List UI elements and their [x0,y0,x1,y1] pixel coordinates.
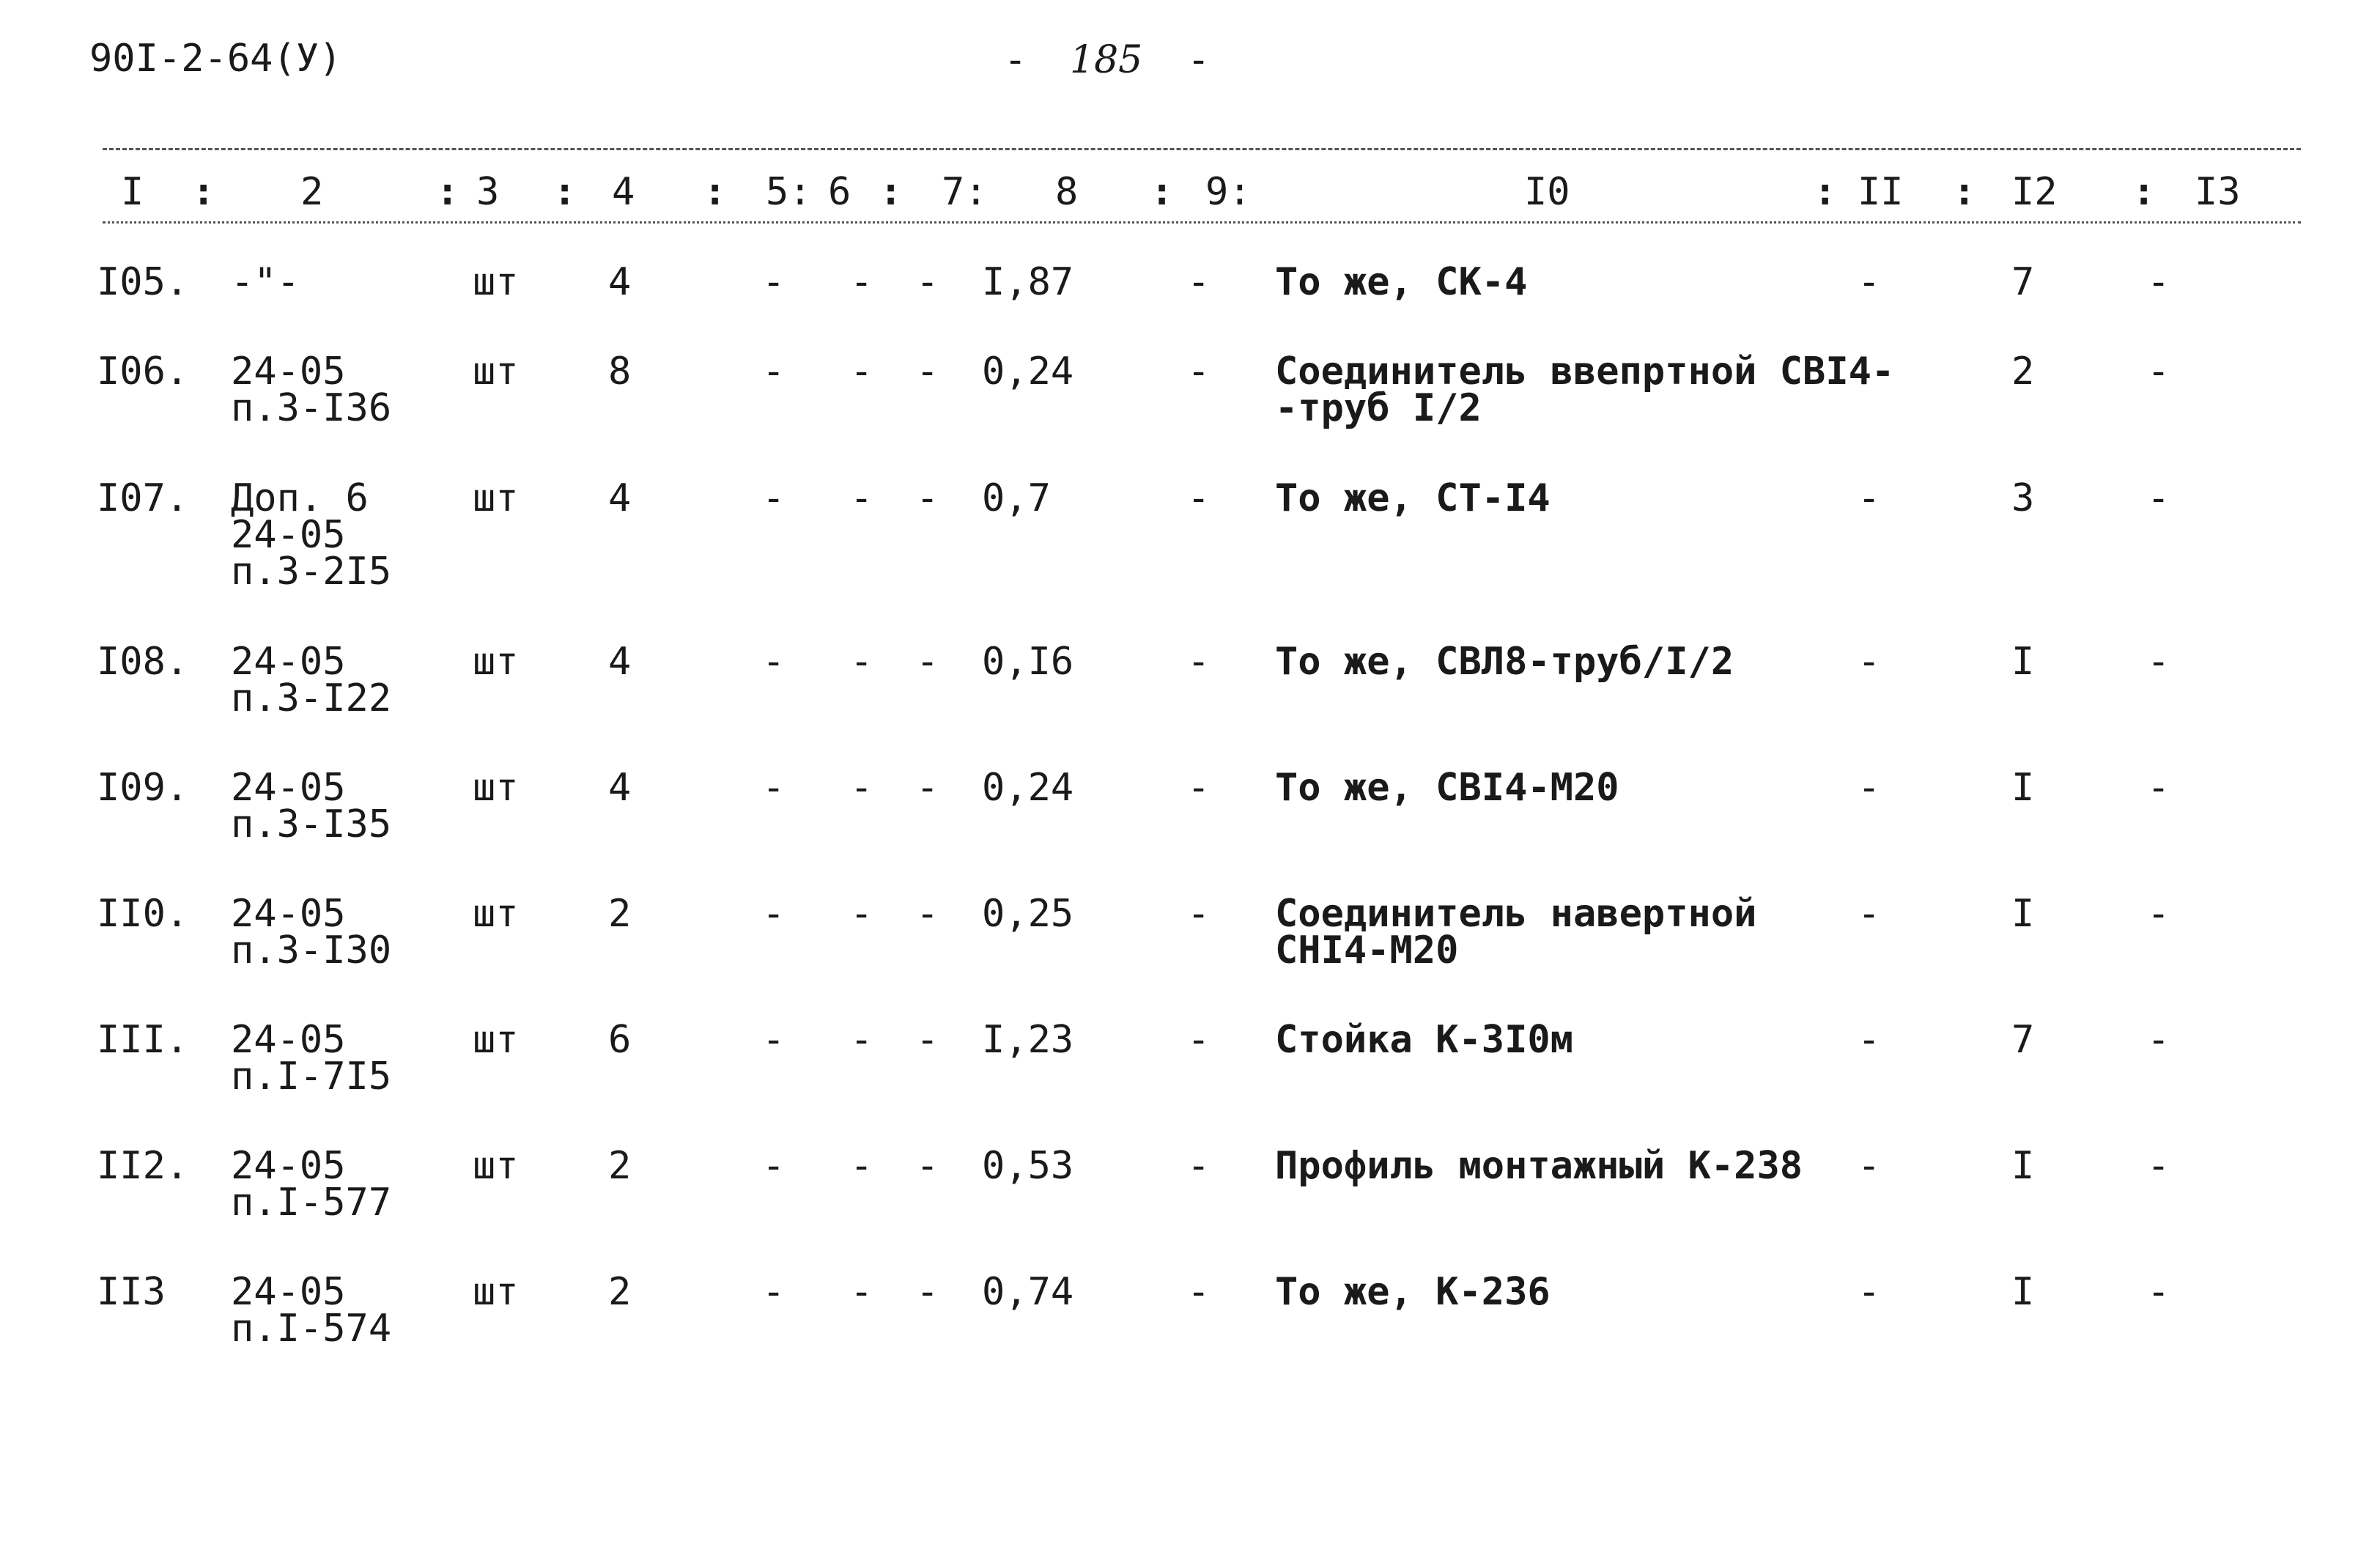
row-col11: - [1858,476,1881,520]
row-col7: - [916,350,939,394]
row-unit: шт [473,640,519,684]
row-number: II2. [97,1144,189,1188]
row-col13: - [2147,766,2170,810]
row-number: III. [97,1018,189,1062]
row-col6: - [850,1018,873,1062]
row-col11: - [1858,640,1881,684]
row-col11: - [1858,260,1881,304]
header-bottom-rule [103,221,2301,224]
row-col7: - [916,1270,939,1314]
row-weight: 0,74 [982,1270,1074,1314]
row-col7: - [916,260,939,304]
row-number: I08. [97,640,189,684]
row-col11: - [1858,766,1881,810]
row-col12: 7 [2011,260,2035,304]
row-quantity: 8 [608,350,632,394]
row-col13: - [2147,1018,2170,1062]
row-unit: шт [473,260,519,304]
row-weight: 0,I6 [982,640,1074,684]
row-quantity: 4 [608,766,632,810]
col-header-5: 5: [766,170,812,214]
row-weight: 0,7 [982,476,1051,520]
row-quantity: 2 [608,1270,632,1314]
row-number: I07. [97,476,189,520]
row-reference: 24-05 п.I-577 [231,1144,392,1225]
col-separator: : [1150,170,1174,214]
row-quantity: 4 [608,640,632,684]
row-name: Соединитель ввепртной СВI4- -труб I/2 [1275,350,1895,430]
row-name: Профиль монтажный К-238 [1275,1144,1803,1188]
row-weight: 0,53 [982,1144,1074,1188]
row-reference: 24-05 п.3-I30 [231,892,392,972]
row-col6: - [850,1144,873,1188]
row-col12: I [2011,892,2035,936]
row-col7: - [916,640,939,684]
row-col12: I [2011,766,2035,810]
row-col6: - [850,476,873,520]
row-number: II0. [97,892,189,936]
row-quantity: 4 [608,260,632,304]
col-separator: : [879,170,903,214]
page-dash-left: - [1004,38,1027,82]
row-reference: 24-05 п.I-7I5 [231,1018,392,1099]
row-col12: I [2011,1270,2035,1314]
col-separator: : [1953,170,1976,214]
col-separator: : [436,170,459,214]
row-col13: - [2147,1270,2170,1314]
row-col13: - [2147,350,2170,394]
row-col6: - [850,766,873,810]
row-unit: шт [473,766,519,810]
row-col7: - [916,766,939,810]
row-col5: - [762,640,786,684]
row-unit: шт [473,1144,519,1188]
row-col5: - [762,260,786,304]
column-header-row [0,170,2380,221]
row-unit: шт [473,1270,519,1314]
row-reference: 24-05 п.3-I35 [231,766,392,846]
col-header-1: I [121,170,144,214]
row-col11: - [1858,892,1881,936]
row-col5: - [762,476,786,520]
col-separator: : [553,170,577,214]
col-header-11: II [1858,170,1904,214]
row-weight: 0,24 [982,766,1074,810]
row-col5: - [762,1270,786,1314]
row-quantity: 2 [608,892,632,936]
row-col6: - [850,260,873,304]
row-col6: - [850,350,873,394]
row-col9: - [1187,1144,1211,1188]
row-col5: - [762,350,786,394]
row-col13: - [2147,260,2170,304]
row-weight: I,87 [982,260,1074,304]
row-quantity: 4 [608,476,632,520]
row-weight: 0,24 [982,350,1074,394]
row-col7: - [916,892,939,936]
col-header-2: 2 [300,170,324,214]
row-col6: - [850,892,873,936]
row-unit: шт [473,476,519,520]
row-col12: I [2011,640,2035,684]
row-name: Стойка К-3I0м [1275,1018,1573,1062]
row-col6: - [850,1270,873,1314]
row-reference: 24-05 п.3-I22 [231,640,392,720]
row-col9: - [1187,640,1211,684]
row-col12: 2 [2011,350,2035,394]
row-col13: - [2147,892,2170,936]
row-number: I05. [97,260,189,304]
row-unit: шт [473,892,519,936]
row-col7: - [916,1144,939,1188]
row-number: I06. [97,350,189,394]
row-name: То же, СВI4-М20 [1275,766,1619,810]
row-col9: - [1187,350,1211,394]
row-col5: - [762,1018,786,1062]
row-weight: I,23 [982,1018,1074,1062]
row-col11: - [1858,1270,1881,1314]
row-col9: - [1187,476,1211,520]
row-col9: - [1187,1018,1211,1062]
row-col13: - [2147,476,2170,520]
col-separator: : [1814,170,1837,214]
col-header-8: 8 [1055,170,1079,214]
col-header-10: I0 [1524,170,1570,214]
row-name: Соединитель навертной СНI4-М20 [1275,892,1757,972]
row-col6: - [850,640,873,684]
row-reference: 24-05 п.I-574 [231,1270,392,1351]
row-col13: - [2147,1144,2170,1188]
document-code: 90I-2-64(У) [89,37,342,81]
row-col13: - [2147,640,2170,684]
row-number: II3 [97,1270,166,1314]
row-col9: - [1187,892,1211,936]
col-separator: : [703,170,727,214]
row-reference: 24-05 п.3-I36 [231,350,392,430]
col-header-4: 4 [612,170,635,214]
row-col5: - [762,1144,786,1188]
row-col7: - [916,1018,939,1062]
row-col11: - [1858,1144,1881,1188]
row-unit: шт [473,350,519,394]
row-quantity: 2 [608,1144,632,1188]
row-reference: Доп. 6 24-05 п.3-2I5 [231,476,392,594]
col-separator: : [2132,170,2156,214]
row-name: То же, СВЛ8-труб/I/2 [1275,640,1734,684]
row-name: То же, СТ-I4 [1275,476,1551,520]
row-col12: 3 [2011,476,2035,520]
row-col7: - [916,476,939,520]
row-name: То же, К-236 [1275,1270,1551,1314]
row-weight: 0,25 [982,892,1074,936]
col-separator: : [192,170,215,214]
row-name: То же, СК-4 [1275,260,1528,304]
row-col11: - [1858,1018,1881,1062]
row-col9: - [1187,766,1211,810]
row-col12: I [2011,1144,2035,1188]
row-reference: -"- [231,260,300,304]
col-header-7: 7: [942,170,988,214]
row-col5: - [762,766,786,810]
row-number: I09. [97,766,189,810]
page-dash-right: - [1187,38,1211,82]
col-header-9: 9: [1205,170,1252,214]
page-number: 185 [1070,38,1143,82]
row-col9: - [1187,260,1211,304]
row-col12: 7 [2011,1018,2035,1062]
col-header-12: I2 [2011,170,2058,214]
col-header-13: I3 [2195,170,2241,214]
row-quantity: 6 [608,1018,632,1062]
row-unit: шт [473,1018,519,1062]
col-header-6: 6 [828,170,851,214]
col-header-3: 3 [476,170,500,214]
row-col9: - [1187,1270,1211,1314]
row-col5: - [762,892,786,936]
header-top-rule [103,148,2301,150]
